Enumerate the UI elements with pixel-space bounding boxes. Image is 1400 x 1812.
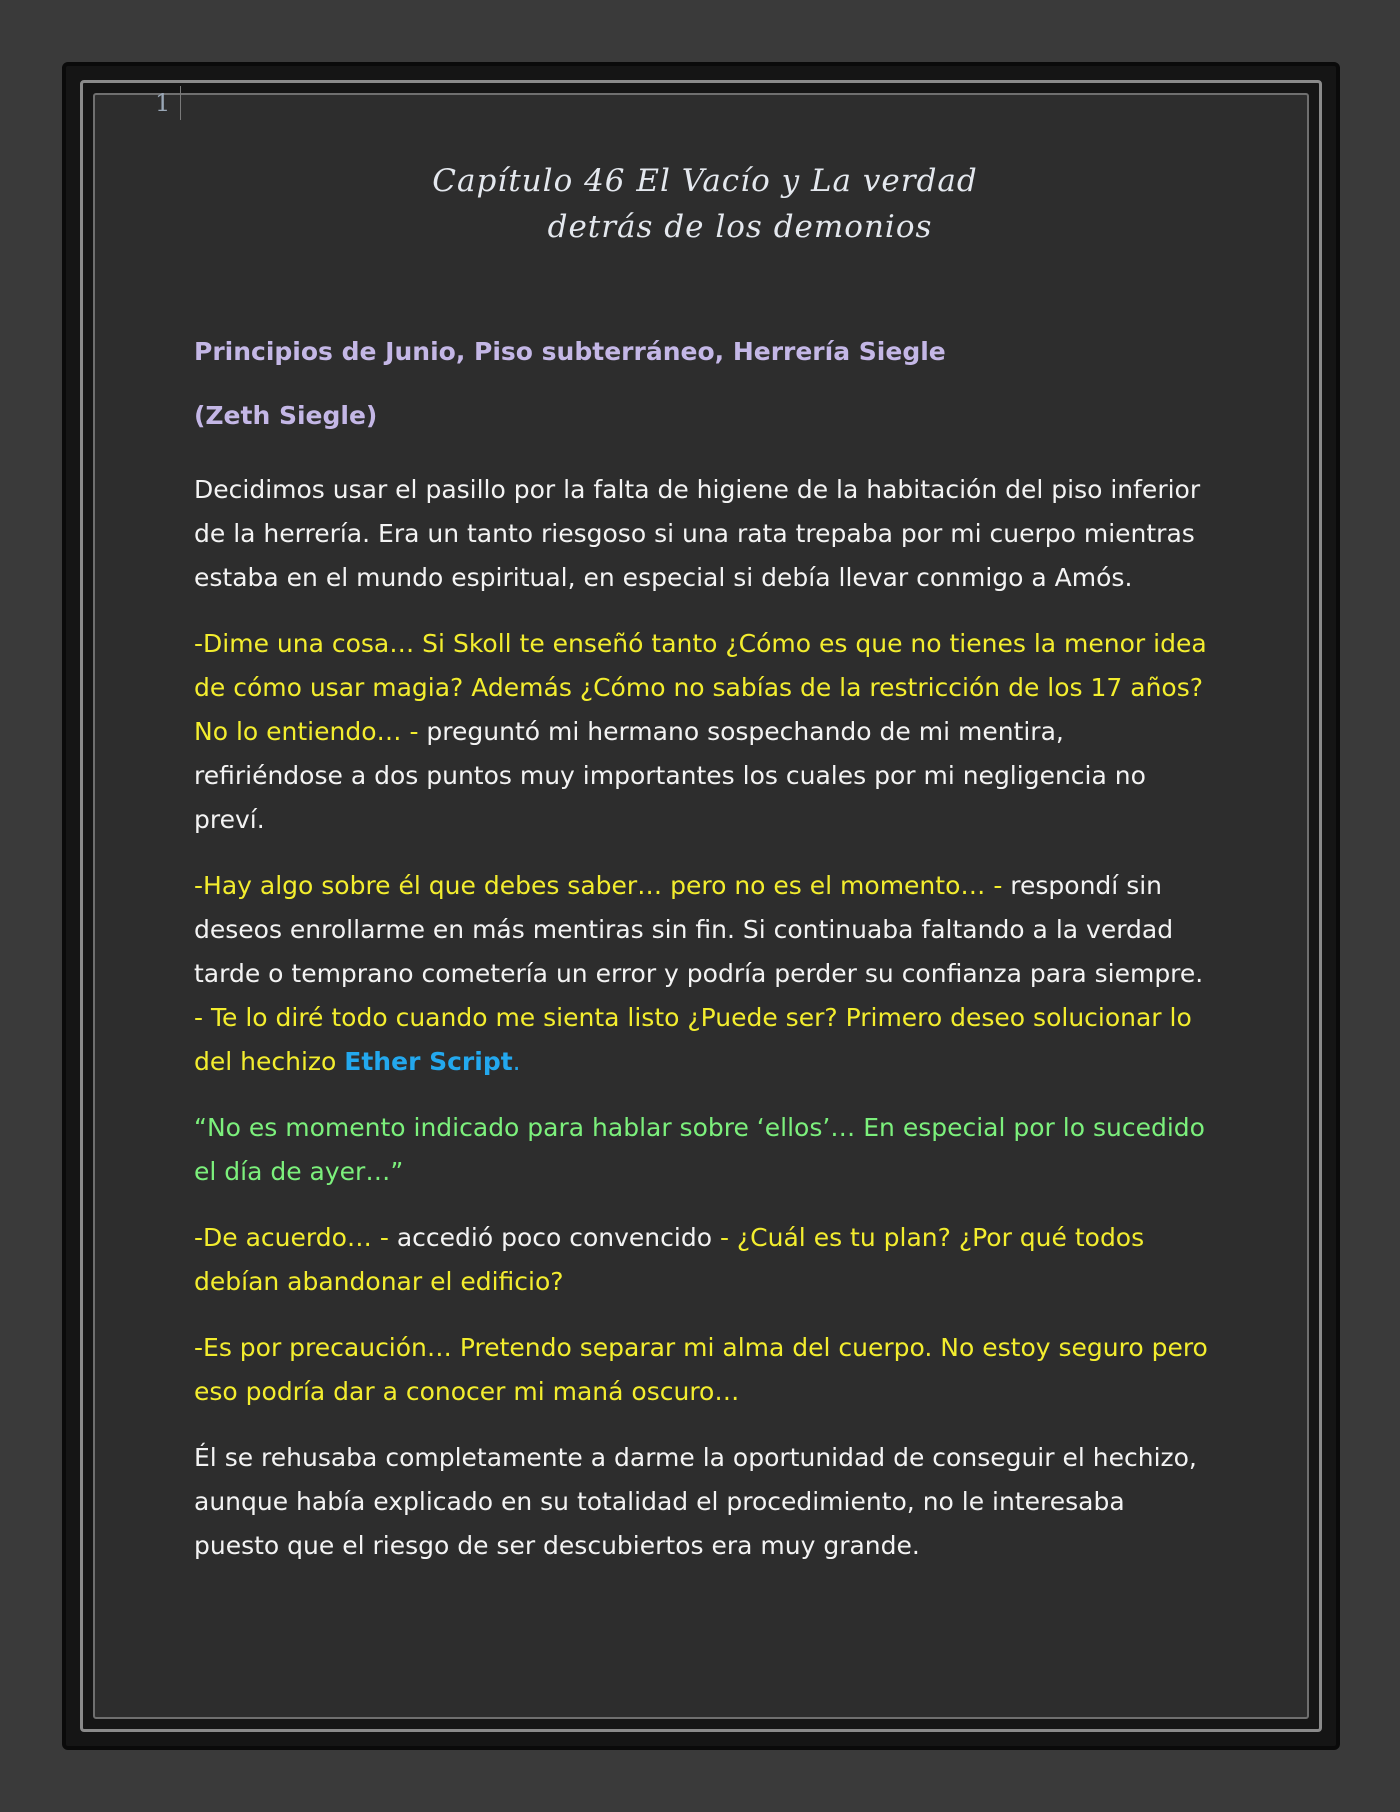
dialogue-text: -Hay algo sobre él que debes saber… pero no es el momento… -: [194, 871, 1003, 900]
spell-name: Ether Script: [344, 1047, 513, 1076]
narration-text: respondí sin deseos enrollarme en más mentiras sin fin. Si continuaba faltando a la verdad tarde o temprano cometería un error y podría perder su confianza para siempre.: [194, 871, 1204, 988]
paragraph-2: [194, 622, 1210, 842]
paragraph-3: [194, 864, 1210, 1084]
paragraph-1: Decidimos usar el pasillo por la falta de higiene de la habitación del piso inferior de la herrería. Era un tanto riesgoso si una rata trepaba por mi cuerpo mientras estaba en el mundo espiritual, en especial si debía llevar conmigo a Amós.: [194, 475, 1201, 592]
narration-text: accedió poco convencido: [388, 1223, 720, 1252]
dialogue-text: - Te lo diré todo cuando me sienta listo ¿Puede ser? Primero deseo solucionar lo del hechizo: [194, 1003, 1192, 1076]
paragraph-4-thought: “No es momento indicado para hablar sobre ‘ellos’… En especial por lo sucedido el día de ayer…”: [194, 1113, 1205, 1186]
paragraph-6: -Es por precaución… Pretendo separar mi alma del cuerpo. No estoy seguro pero eso podría dar a conocer mi maná oscuro…: [194, 1333, 1208, 1406]
dialogue-text: -Dime una cosa… Si Skoll te enseñó tanto ¿Cómo es que no tienes la menor idea de cómo usar magia? Además ¿Cómo no sabías de la restricción de los 17 años? No lo entiendo… -: [194, 629, 1207, 746]
chapter-title-line1: Capítulo 46 El Vacío y La verdad: [432, 163, 978, 199]
chapter-title: [0, 158, 1400, 250]
document-body: [194, 330, 1210, 1590]
dialogue-text: -De acuerdo… -: [194, 1223, 389, 1252]
paragraph-7: Él se rehusaba completamente a darme la oportunidad de conseguir el hechizo, aunque había explicado en su totalidad el procedimiento, no le interesaba puesto que el riesgo de ser descubiertos era muy grande.: [194, 1443, 1197, 1560]
chapter-title-line2: detrás de los demonios: [547, 209, 933, 245]
spell-name-period: .: [512, 1047, 521, 1076]
dialogue-text: - ¿Cuál es tu plan? ¿Por qué todos debían abandonar el edificio?: [194, 1223, 1145, 1296]
page-number: 1: [155, 86, 181, 120]
scene-heading: Principios de Junio, Piso subterráneo, Herrería Siegle: [194, 337, 946, 366]
narration-text: preguntó mi hermano sospechando de mi mentira, refiriéndose a dos puntos muy importantes los cuales por mi negligencia no preví.: [194, 717, 1146, 834]
paragraph-5: [194, 1216, 1210, 1304]
pov-heading: (Zeth Siegle): [194, 401, 378, 430]
